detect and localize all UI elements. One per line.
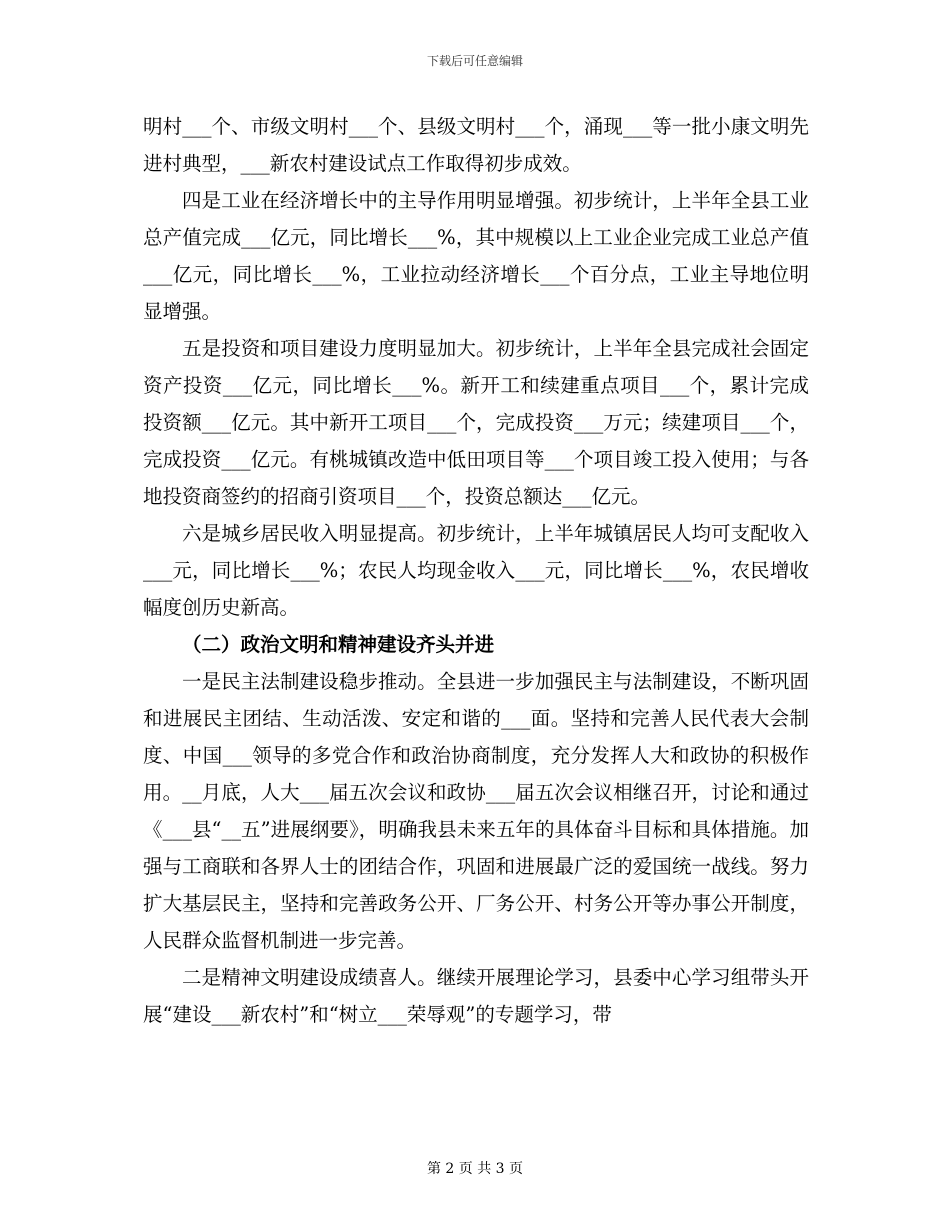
paragraph-continuation: 明村___个、市级文明村___个、县级文明村___个，涌现___等一批小康文明先进村典型，___新农村建设试点工作取得初步成效。 <box>143 115 809 175</box>
paragraph-industry: 四是工业在经济增长中的主导作用明显增强。初步统计，上半年全县工业总产值完成___亿元，同比增长___%，其中规模以上工业企业完成工业总产值___亿元，同比增长___%，工业拉动经济增长___个百分点，工业主导地位明显增强。 <box>143 189 809 323</box>
section-heading: （二）政治文明和精神建设齐头并进 <box>182 633 495 656</box>
paragraph-democracy: 一是民主法制建设稳步推动。全县进一步加强民主与法制建设，不断巩固和进展民主团结、生动活泼、安定和谐的___面。坚持和完善人民代表大会制度、中国___领导的多党合作和政治协商制度，充分发挥人大和政协的积极作用。__月底，人大___届五次会议和政协___届五次会议相继召开，讨论和通过《___县“__五”进展纲要》，明确我县未来五年的具体奋斗目标和具体措施。加强与工商联和各界人士的团结合作，巩固和进展最广泛的爱国统一战线。努力扩大基层民主，坚持和完善政务公开、厂务公开、村务公开等办事公开制度，人民群众监督机制进一步完善。 <box>143 670 809 952</box>
paragraph-spiritual: 二是精神文明建设成绩喜人。继续开展理论学习，县委中心学习组带头开展“建设___新农村”和“树立___荣辱观”的专题学习，带 <box>143 966 809 1026</box>
document-body <box>143 108 809 1033</box>
paragraph-investment: 五是投资和项目建设力度明显加大。初步统计，上半年全县完成社会固定资产投资___亿元，同比增长___%。新开工和续建重点项目___个，累计完成投资额___亿元。其中新开工项目___个，完成投资___万元；续建项目___个，完成投资___亿元。有桃城镇改造中低田项目等___个项目竣工投入使用；与各地投资商签约的招商引资项目___个，投资总额达___亿元。 <box>143 337 809 508</box>
page-footer: 第 2 页 共 3 页 <box>426 1161 524 1177</box>
paragraph-income: 六是城乡居民收入明显提高。初步统计，上半年城镇居民人均可支配收入___元，同比增长___%；农民人均现金收入___元，同比增长___%，农民增收幅度创历史新高。 <box>143 522 809 619</box>
page-header: 下载后可任意编辑 <box>426 54 523 68</box>
